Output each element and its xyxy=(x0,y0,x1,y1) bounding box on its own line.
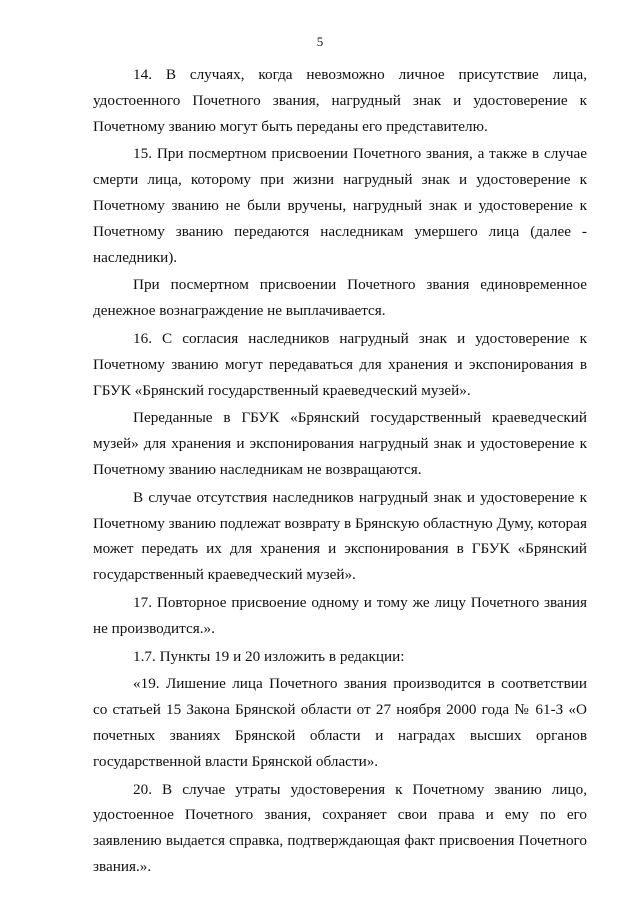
paragraph-item-14: 14. В случаях, когда невозможно личное присутствие лица, удостоенного Почетного звания, нагрудный знак и удостоверение к Почетному званию могут быть переданы его представителю. xyxy=(93,66,587,135)
page-number: 5 xyxy=(316,34,324,49)
paragraph-item-19: «19. Лишение лица Почетного звания производится в соответствии со статьей 15 Закона Брянской области от 27 ноября 2000 года № 61-З «О почетных званиях Брянской области и наградах высших органов государственной власти Брянской области». xyxy=(93,675,587,770)
paragraph-item-17: 17. Повторное присвоение одному и тому же лицу Почетного звания не производится.». xyxy=(93,593,587,637)
paragraph-item-15: 15. При посмертном присвоении Почетного звания, а также в случае смерти лица, которому при жизни нагрудный знак и удостоверение к Почетному званию не были вручены, нагрудный знак и удостоверение к Почетному званию передаются наследникам умершего лица (далее - наследники). xyxy=(93,145,587,266)
paragraph-item-20: 20. В случае утраты удостоверения к Почетному званию лицо, удостоенное Почетного звания, сохраняет свои права и ему по его заявлению выдается справка, подтверждающая факт присвоения Почетного звания.». xyxy=(93,780,587,875)
paragraph-amendment-1-7: 1.7. Пункты 19 и 20 изложить в редакции: xyxy=(133,647,405,665)
paragraph-no-heirs: В случае отсутствия наследников нагрудный знак и удостоверение к Почетному званию подлежат возврату в Брянскую областную Думу, которая может передать их для хранения и экспонирования в ГБУК «Брянский государственный краеведческий музей». xyxy=(93,488,587,584)
paragraph-item-16: 16. С согласия наследников нагрудный знак и удостоверение к Почетному званию могут передаваться для хранения и экспонирования в ГБУК «Брянский государственный краеведческий музей». xyxy=(93,329,587,399)
document-body xyxy=(93,62,587,880)
paragraph-museum-transfer: Переданные в ГБУК «Брянский государственный краеведческий музей» для хранения и экспонирования нагрудный знак и удостоверение к Почетному званию наследникам не возвращаются. xyxy=(93,409,587,478)
paragraph-posthumous-payment: При посмертном присвоении Почетного звания единовременное денежное вознаграждение не выплачивается. xyxy=(93,276,587,320)
